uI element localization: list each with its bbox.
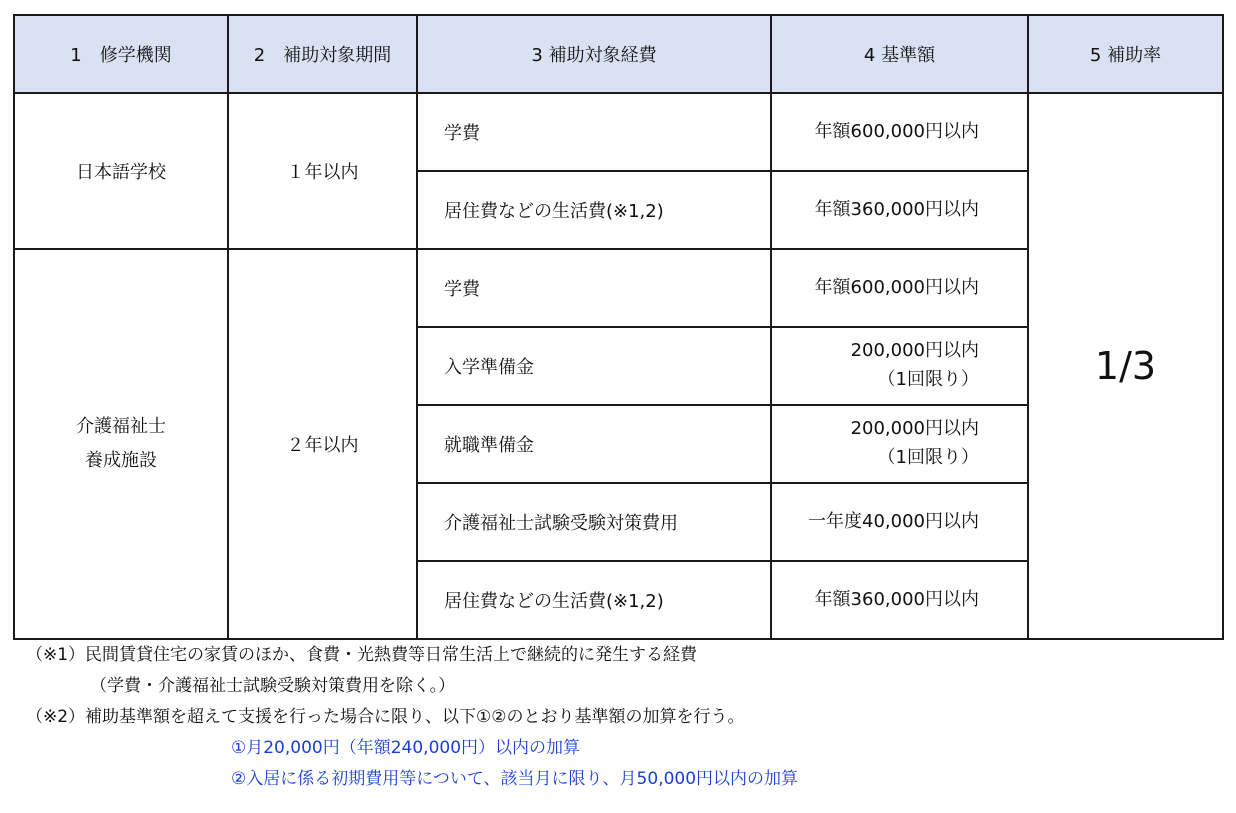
header-expense: 3 補助対象経費 [417,15,771,93]
expense-cell: 居住費などの生活費(※1,2) [417,171,771,249]
institution-line2: 養成施設 [85,450,157,471]
support-table [13,14,1224,640]
subsidy-rate: 1/3 [1028,93,1223,639]
header-institution: 1 修学機関 [14,15,228,93]
institution-care-worker-school [14,249,228,639]
footnotes [26,640,798,795]
expense-cell: 介護福祉士試験受験対策費用 [417,483,771,561]
amount-main: 200,000円以内 [850,418,979,440]
amount-cell: 年額360,000円以内 [771,561,1028,639]
expense-cell: 居住費などの生活費(※1,2) [417,561,771,639]
expense-cell: 学費 [417,93,771,171]
amount-note: （1回限り） [877,447,979,468]
amount-note: （1回限り） [877,369,979,390]
amount-cell: 年額360,000円以内 [771,171,1028,249]
footnote-1: （※1）民間賃貸住宅の家賃のほか、食費・光熱費等日常生活上で継続的に発生する経費 [26,645,698,665]
institution-japanese-school: 日本語学校 [14,93,228,249]
period-2: ２年以内 [228,249,417,639]
support-table-wrapper [13,14,1224,640]
amount-cell [771,327,1028,405]
footnote-1-sub: （学費・介護福祉士試験受験対策費用を除く。） [90,676,456,696]
amount-cell: 一年度40,000円以内 [771,483,1028,561]
table-row [14,93,1223,171]
expense-cell: 就職準備金 [417,405,771,483]
header-rate: 5 補助率 [1028,15,1223,93]
header-period: 2 補助対象期間 [228,15,417,93]
footnote-2: （※2）補助基準額を超えて支援を行った場合に限り、以下①②のとおり基準額の加算を行う。 [26,707,745,727]
header-row [14,15,1223,93]
institution-line1: 介護福祉士 [76,415,166,437]
footnote-2-item-1: ①月20,000円（年額240,000円）以内の加算 [231,738,581,758]
amount-cell: 年額600,000円以内 [771,249,1028,327]
header-amount: 4 基準額 [771,15,1028,93]
amount-main: 200,000円以内 [850,340,979,362]
expense-cell: 入学準備金 [417,327,771,405]
amount-cell [771,405,1028,483]
period-1: １年以内 [228,93,417,249]
amount-cell: 年額600,000円以内 [771,93,1028,171]
footnote-2-item-2: ②入居に係る初期費用等について、該当月に限り、月50,000円以内の加算 [231,769,799,789]
expense-cell: 学費 [417,249,771,327]
